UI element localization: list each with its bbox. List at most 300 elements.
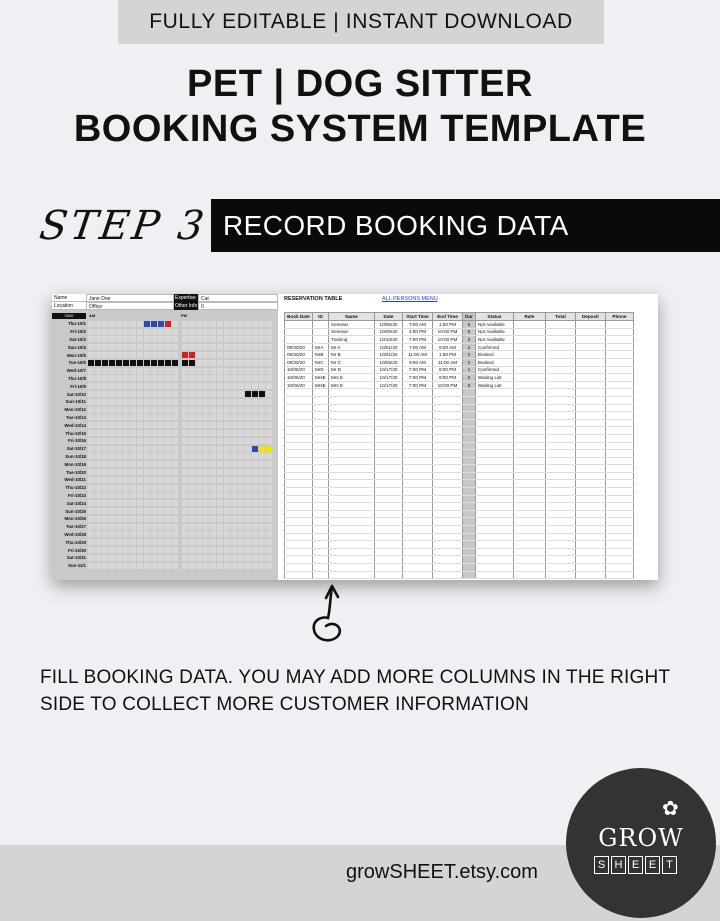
calendar-slot[interactable] — [224, 352, 230, 358]
calendar-slot[interactable] — [266, 368, 272, 374]
table-cell[interactable] — [513, 526, 545, 534]
calendar-slot[interactable] — [259, 539, 265, 545]
calendar-slot[interactable] — [130, 516, 136, 522]
calendar-slot[interactable] — [88, 329, 94, 335]
calendar-slot[interactable] — [224, 469, 230, 475]
table-cell[interactable] — [403, 526, 433, 534]
calendar-slot[interactable] — [144, 407, 150, 413]
calendar-slot[interactable] — [238, 391, 244, 397]
calendar-slot[interactable] — [196, 321, 202, 327]
calendar-slot[interactable] — [102, 414, 108, 420]
calendar-slot[interactable] — [210, 563, 216, 569]
calendar-slot[interactable] — [189, 492, 195, 498]
table-cell[interactable] — [463, 510, 476, 518]
shop-url[interactable]: growSHEET.etsy.com — [346, 861, 538, 883]
calendar-slot[interactable] — [144, 563, 150, 569]
table-cell[interactable] — [605, 321, 633, 329]
calendar-slot[interactable] — [266, 422, 272, 428]
calendar-slot[interactable] — [172, 547, 178, 553]
table-cell[interactable] — [329, 564, 375, 572]
calendar-slot[interactable] — [231, 430, 237, 436]
table-cell[interactable] — [475, 472, 513, 480]
calendar-slot[interactable] — [102, 508, 108, 514]
calendar-slot[interactable] — [238, 407, 244, 413]
calendar-slot[interactable] — [217, 329, 223, 335]
calendar-slot[interactable] — [116, 547, 122, 553]
calendar-slot[interactable] — [252, 539, 258, 545]
calendar-slot[interactable] — [151, 531, 157, 537]
table-cell[interactable] — [475, 510, 513, 518]
calendar-slot[interactable] — [217, 524, 223, 530]
calendar-slot[interactable] — [95, 375, 101, 381]
calendar-slot[interactable] — [144, 438, 150, 444]
table-cell[interactable]: Waiting List — [475, 374, 513, 382]
table-cell[interactable]: 10/17/20 — [375, 381, 403, 389]
calendar-slot[interactable] — [102, 539, 108, 545]
calendar-slot[interactable] — [130, 539, 136, 545]
calendar-slot[interactable] — [189, 344, 195, 350]
calendar-slot[interactable] — [130, 555, 136, 561]
calendar-slot[interactable] — [102, 485, 108, 491]
table-cell[interactable] — [463, 457, 476, 465]
calendar-slot[interactable] — [245, 563, 251, 569]
calendar-slot[interactable] — [210, 329, 216, 335]
calendar-slot[interactable] — [130, 391, 136, 397]
calendar-slot[interactable] — [245, 500, 251, 506]
calendar-slot[interactable] — [144, 430, 150, 436]
calendar-slot[interactable] — [137, 321, 143, 327]
table-cell[interactable] — [285, 412, 313, 420]
calendar-slot[interactable] — [137, 539, 143, 545]
calendar-slot[interactable] — [130, 461, 136, 467]
table-cell[interactable]: 10/06/20 — [285, 374, 313, 382]
table-cell[interactable] — [513, 480, 545, 488]
calendar-slot[interactable] — [266, 430, 272, 436]
calendar-slot[interactable] — [158, 500, 164, 506]
calendar-slot[interactable] — [130, 492, 136, 498]
calendar-slot[interactable] — [217, 321, 223, 327]
calendar-slot[interactable] — [217, 516, 223, 522]
calendar-slot[interactable] — [231, 336, 237, 342]
table-cell[interactable] — [545, 442, 575, 450]
calendar-slot[interactable] — [116, 477, 122, 483]
table-cell[interactable] — [605, 412, 633, 420]
calendar-slot[interactable] — [189, 547, 195, 553]
calendar-slot[interactable] — [116, 368, 122, 374]
table-cell[interactable] — [463, 472, 476, 480]
calendar-slot[interactable] — [210, 375, 216, 381]
calendar-slot[interactable] — [158, 453, 164, 459]
table-cell[interactable] — [545, 351, 575, 359]
calendar-slot[interactable] — [182, 344, 188, 350]
calendar-slot[interactable] — [231, 352, 237, 358]
table-cell[interactable] — [375, 510, 403, 518]
table-cell[interactable] — [605, 548, 633, 556]
table-cell[interactable] — [329, 533, 375, 541]
calendar-slot[interactable] — [231, 438, 237, 444]
calendar-slot[interactable] — [88, 422, 94, 428]
table-cell[interactable] — [463, 564, 476, 572]
table-cell[interactable] — [475, 488, 513, 496]
table-cell[interactable] — [463, 488, 476, 496]
calendar-slot[interactable] — [144, 414, 150, 420]
table-cell[interactable] — [513, 381, 545, 389]
table-cell[interactable] — [433, 427, 463, 435]
calendar-slot[interactable] — [151, 485, 157, 491]
calendar-slot[interactable] — [95, 516, 101, 522]
calendar-slot[interactable] — [130, 414, 136, 420]
calendar-slot[interactable] — [95, 407, 101, 413]
table-cell[interactable]: 2 — [463, 343, 476, 351]
calendar-slot[interactable] — [259, 453, 265, 459]
calendar-slot[interactable] — [165, 492, 171, 498]
table-cell[interactable]: 1 — [463, 366, 476, 374]
calendar-slot[interactable] — [130, 485, 136, 491]
calendar-slot[interactable] — [252, 352, 258, 358]
table-cell[interactable] — [375, 389, 403, 397]
calendar-slot[interactable] — [172, 352, 178, 358]
table-cell[interactable]: 9:00 PM — [433, 374, 463, 382]
table-cell[interactable] — [463, 434, 476, 442]
table-cell[interactable] — [313, 533, 329, 541]
calendar-slot[interactable] — [172, 344, 178, 350]
table-cell[interactable] — [575, 358, 605, 366]
table-cell[interactable]: 7:00 AM — [403, 343, 433, 351]
calendar-slot[interactable] — [172, 477, 178, 483]
table-cell[interactable] — [575, 488, 605, 496]
table-cell[interactable] — [375, 434, 403, 442]
table-cell[interactable] — [375, 457, 403, 465]
calendar-slot[interactable] — [217, 446, 223, 452]
calendar-slot[interactable] — [203, 461, 209, 467]
calendar-slot[interactable] — [88, 555, 94, 561]
calendar-slot[interactable] — [144, 383, 150, 389]
calendar-slot[interactable] — [245, 516, 251, 522]
calendar-slot[interactable] — [102, 516, 108, 522]
table-cell[interactable]: 10:00 PM — [433, 381, 463, 389]
table-cell[interactable] — [575, 510, 605, 518]
calendar-slot[interactable] — [158, 438, 164, 444]
table-cell[interactable] — [403, 396, 433, 404]
table-cell[interactable] — [545, 571, 575, 579]
calendar-slot[interactable] — [231, 446, 237, 452]
table-cell[interactable] — [403, 465, 433, 473]
calendar-slot[interactable] — [116, 360, 122, 366]
table-cell[interactable] — [545, 518, 575, 526]
calendar-slot[interactable] — [130, 453, 136, 459]
calendar-slot[interactable] — [203, 531, 209, 537]
calendar-slot[interactable] — [123, 477, 129, 483]
calendar-slot[interactable] — [102, 500, 108, 506]
table-cell[interactable] — [313, 389, 329, 397]
table-cell[interactable] — [403, 556, 433, 564]
table-cell[interactable] — [433, 548, 463, 556]
calendar-slot[interactable] — [109, 492, 115, 498]
table-cell[interactable] — [285, 548, 313, 556]
table-cell[interactable] — [403, 510, 433, 518]
calendar-slot[interactable] — [144, 368, 150, 374]
calendar-slot[interactable] — [189, 477, 195, 483]
calendar-slot[interactable] — [217, 555, 223, 561]
table-cell[interactable] — [513, 472, 545, 480]
table-cell[interactable] — [475, 457, 513, 465]
table-cell[interactable] — [433, 495, 463, 503]
calendar-slot[interactable] — [196, 414, 202, 420]
table-cell[interactable] — [605, 488, 633, 496]
table-cell[interactable] — [605, 495, 633, 503]
calendar-slot[interactable] — [151, 407, 157, 413]
table-cell[interactable] — [285, 404, 313, 412]
calendar-slot[interactable] — [196, 399, 202, 405]
table-cell[interactable] — [313, 328, 329, 336]
calendar-slot[interactable] — [182, 461, 188, 467]
calendar-slot[interactable] — [158, 329, 164, 335]
calendar-slot[interactable] — [165, 336, 171, 342]
calendar-slot[interactable] — [245, 383, 251, 389]
table-cell[interactable] — [285, 533, 313, 541]
table-cell[interactable] — [545, 396, 575, 404]
table-cell[interactable] — [285, 328, 313, 336]
calendar-slot[interactable] — [203, 539, 209, 545]
calendar-slot[interactable] — [151, 414, 157, 420]
calendar-slot[interactable] — [88, 391, 94, 397]
calendar-slot[interactable] — [172, 539, 178, 545]
calendar-slot[interactable] — [266, 516, 272, 522]
table-cell[interactable] — [545, 548, 575, 556]
calendar-slot[interactable] — [123, 446, 129, 452]
table-cell[interactable] — [375, 495, 403, 503]
calendar-slot[interactable] — [123, 336, 129, 342]
calendar-slot[interactable] — [102, 492, 108, 498]
table-cell[interactable]: Confirmed — [475, 366, 513, 374]
calendar-slot[interactable] — [252, 414, 258, 420]
calendar-slot[interactable] — [231, 321, 237, 327]
calendar-slot[interactable] — [224, 453, 230, 459]
calendar-slot[interactable] — [130, 368, 136, 374]
table-cell[interactable] — [545, 488, 575, 496]
calendar-slot[interactable] — [116, 344, 122, 350]
calendar-slot[interactable] — [109, 477, 115, 483]
table-cell[interactable] — [545, 564, 575, 572]
calendar-slot[interactable] — [165, 539, 171, 545]
table-cell[interactable] — [545, 510, 575, 518]
calendar-slot[interactable] — [172, 329, 178, 335]
calendar-slot[interactable] — [259, 430, 265, 436]
table-cell[interactable] — [605, 556, 633, 564]
calendar-slot[interactable] — [210, 368, 216, 374]
table-cell[interactable] — [313, 548, 329, 556]
calendar-slot[interactable] — [151, 492, 157, 498]
calendar-slot[interactable] — [116, 539, 122, 545]
table-cell[interactable] — [403, 442, 433, 450]
calendar-slot[interactable] — [252, 555, 258, 561]
calendar-slot[interactable] — [224, 336, 230, 342]
calendar-slot[interactable] — [116, 461, 122, 467]
table-cell[interactable] — [513, 389, 545, 397]
table-cell[interactable] — [313, 442, 329, 450]
calendar-slot[interactable] — [217, 563, 223, 569]
table-cell[interactable] — [285, 526, 313, 534]
calendar-slot[interactable] — [231, 516, 237, 522]
calendar-slot[interactable] — [231, 407, 237, 413]
calendar-slot[interactable] — [144, 524, 150, 530]
table-cell[interactable] — [513, 556, 545, 564]
table-cell[interactable] — [285, 472, 313, 480]
calendar-slot[interactable] — [109, 500, 115, 506]
calendar-slot[interactable] — [210, 399, 216, 405]
calendar-slot[interactable] — [238, 414, 244, 420]
calendar-slot[interactable] — [144, 492, 150, 498]
table-cell[interactable]: 10/01/20 — [375, 351, 403, 359]
calendar-slot[interactable] — [116, 438, 122, 444]
calendar-slot[interactable] — [245, 352, 251, 358]
table-cell[interactable]: 7:00 PM — [403, 366, 433, 374]
table-cell[interactable] — [605, 434, 633, 442]
calendar-slot[interactable] — [151, 422, 157, 428]
table-cell[interactable] — [403, 404, 433, 412]
table-cell[interactable] — [403, 495, 433, 503]
table-cell[interactable]: 9:00 AM — [433, 343, 463, 351]
calendar-slot[interactable] — [196, 555, 202, 561]
table-cell[interactable]: 10/01/20 — [375, 343, 403, 351]
calendar-slot[interactable] — [203, 391, 209, 397]
table-cell[interactable] — [433, 518, 463, 526]
calendar-slot[interactable] — [116, 469, 122, 475]
calendar-slot[interactable] — [88, 524, 94, 530]
calendar-slot[interactable] — [224, 391, 230, 397]
calendar-slot[interactable] — [252, 391, 258, 397]
calendar-slot[interactable] — [189, 461, 195, 467]
calendar-slot[interactable] — [95, 360, 101, 366]
calendar-slot[interactable] — [224, 547, 230, 553]
calendar-slot[interactable] — [123, 414, 129, 420]
table-cell[interactable] — [433, 556, 463, 564]
calendar-slot[interactable] — [95, 477, 101, 483]
calendar-slot[interactable] — [189, 329, 195, 335]
table-cell[interactable]: 4:00 PM — [403, 328, 433, 336]
calendar-slot[interactable] — [95, 492, 101, 498]
calendar-slot[interactable] — [224, 555, 230, 561]
calendar-slot[interactable] — [217, 547, 223, 553]
calendar-slot[interactable] — [116, 399, 122, 405]
table-cell[interactable]: Not Available — [475, 336, 513, 344]
table-cell[interactable]: 7:00 PM — [403, 336, 433, 344]
calendar-slot[interactable] — [266, 446, 272, 452]
calendar-slot[interactable] — [102, 555, 108, 561]
table-cell[interactable] — [513, 571, 545, 579]
calendar-slot[interactable] — [196, 477, 202, 483]
calendar-slot[interactable] — [130, 446, 136, 452]
calendar-slot[interactable] — [266, 391, 272, 397]
calendar-slot[interactable] — [144, 547, 150, 553]
calendar-slot[interactable] — [182, 321, 188, 327]
calendar-slot[interactable] — [224, 422, 230, 428]
table-cell[interactable] — [375, 480, 403, 488]
table-cell[interactable] — [575, 336, 605, 344]
calendar-slot[interactable] — [165, 508, 171, 514]
table-cell[interactable] — [475, 503, 513, 511]
calendar-slot[interactable] — [158, 469, 164, 475]
table-cell[interactable] — [403, 518, 433, 526]
calendar-slot[interactable] — [123, 508, 129, 514]
calendar-slot[interactable] — [172, 414, 178, 420]
table-cell[interactable] — [313, 396, 329, 404]
table-cell[interactable]: Not Available — [475, 328, 513, 336]
calendar-slot[interactable] — [137, 329, 143, 335]
table-cell[interactable] — [375, 488, 403, 496]
calendar-slot[interactable] — [238, 336, 244, 342]
table-cell[interactable] — [605, 541, 633, 549]
table-cell[interactable] — [475, 571, 513, 579]
calendar-slot[interactable] — [172, 360, 178, 366]
calendar-slot[interactable] — [245, 414, 251, 420]
table-cell[interactable] — [433, 533, 463, 541]
table-cell[interactable] — [513, 419, 545, 427]
calendar-slot[interactable] — [123, 531, 129, 537]
table-cell[interactable] — [475, 434, 513, 442]
calendar-slot[interactable] — [88, 383, 94, 389]
calendar-slot[interactable] — [151, 438, 157, 444]
table-cell[interactable] — [463, 442, 476, 450]
table-cell[interactable] — [605, 336, 633, 344]
table-cell[interactable]: MrB — [313, 351, 329, 359]
calendar-slot[interactable] — [137, 477, 143, 483]
calendar-slot[interactable] — [88, 414, 94, 420]
calendar-slot[interactable] — [151, 383, 157, 389]
calendar-slot[interactable] — [224, 500, 230, 506]
calendar-slot[interactable] — [196, 492, 202, 498]
calendar-slot[interactable] — [266, 453, 272, 459]
table-cell[interactable] — [375, 564, 403, 572]
calendar-slot[interactable] — [203, 555, 209, 561]
calendar-slot[interactable] — [165, 453, 171, 459]
table-cell[interactable] — [463, 480, 476, 488]
calendar-slot[interactable] — [238, 375, 244, 381]
calendar-slot[interactable] — [196, 524, 202, 530]
table-cell[interactable] — [285, 419, 313, 427]
calendar-slot[interactable] — [196, 531, 202, 537]
calendar-slot[interactable] — [189, 375, 195, 381]
table-cell[interactable] — [463, 396, 476, 404]
calendar-slot[interactable] — [88, 344, 94, 350]
calendar-slot[interactable] — [158, 516, 164, 522]
calendar-slot[interactable] — [224, 360, 230, 366]
calendar-slot[interactable] — [95, 485, 101, 491]
calendar-slot[interactable] — [182, 336, 188, 342]
calendar-slot[interactable] — [231, 524, 237, 530]
table-cell[interactable] — [329, 419, 375, 427]
calendar-slot[interactable] — [210, 461, 216, 467]
calendar-slot[interactable] — [116, 563, 122, 569]
calendar-slot[interactable] — [165, 422, 171, 428]
calendar-slot[interactable] — [109, 531, 115, 537]
table-cell[interactable] — [513, 548, 545, 556]
calendar-slot[interactable] — [259, 508, 265, 514]
table-cell[interactable] — [513, 434, 545, 442]
table-cell[interactable] — [463, 548, 476, 556]
table-cell[interactable] — [285, 480, 313, 488]
table-cell[interactable] — [329, 389, 375, 397]
calendar-slot[interactable] — [217, 368, 223, 374]
calendar-slot[interactable] — [144, 461, 150, 467]
calendar-slot[interactable] — [123, 430, 129, 436]
calendar-slot[interactable] — [144, 477, 150, 483]
table-cell[interactable] — [475, 396, 513, 404]
calendar-slot[interactable] — [182, 453, 188, 459]
calendar-slot[interactable] — [224, 539, 230, 545]
calendar-slot[interactable] — [245, 547, 251, 553]
calendar-slot[interactable] — [189, 422, 195, 428]
